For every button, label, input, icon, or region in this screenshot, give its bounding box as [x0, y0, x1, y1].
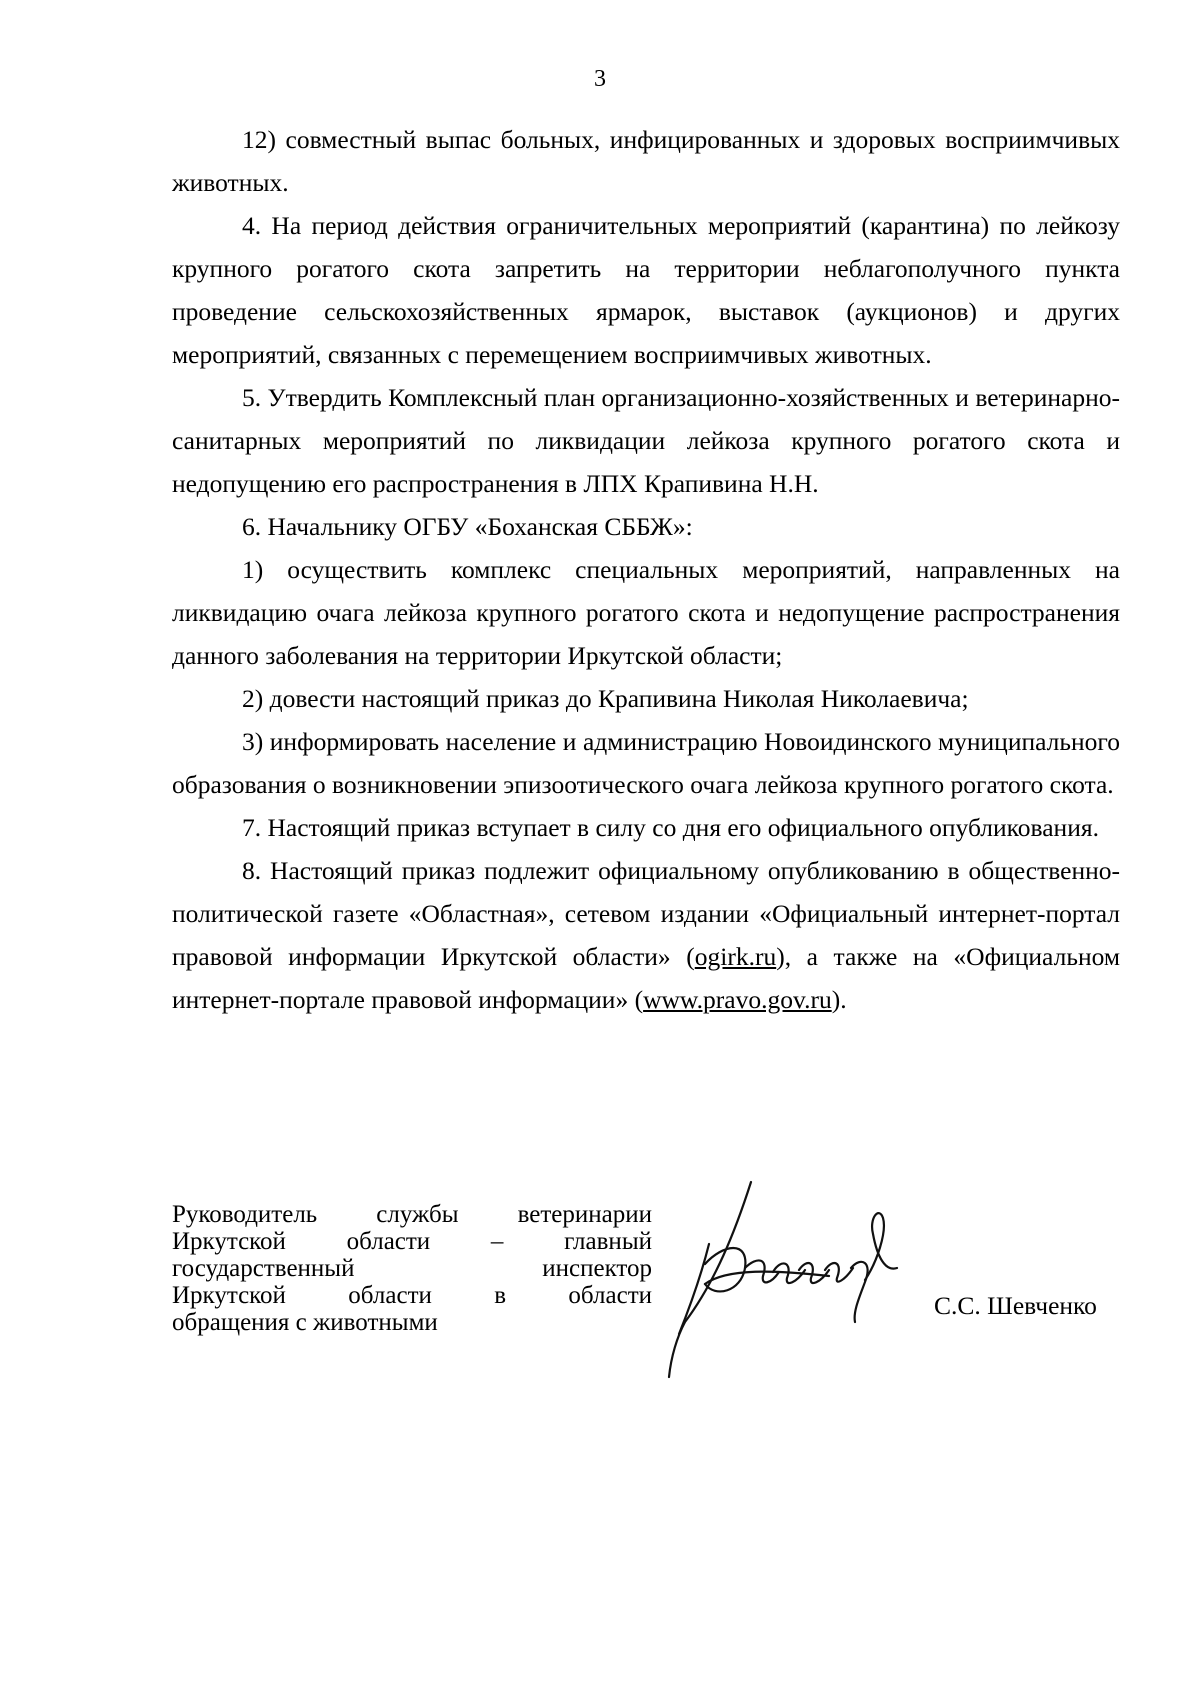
- signer-title-line: Иркутской области – главный: [172, 1228, 652, 1255]
- item-8-text-middle: ), а также на «Официальном интернет-портале правовой информации» (: [172, 942, 1120, 1014]
- signer-title-line: Иркутской области в области: [172, 1282, 652, 1309]
- document-body: [172, 118, 1120, 1021]
- signer-title-line: государственный инспектор: [172, 1255, 652, 1282]
- pravo-gov-link[interactable]: www.pravo.gov.ru: [643, 985, 832, 1014]
- ogirk-link[interactable]: ogirk.ru: [694, 942, 777, 971]
- signer-title-line: Руководитель службы ветеринарии: [172, 1201, 652, 1228]
- paragraph-item-8: [172, 849, 1120, 1021]
- page-number: 3: [594, 66, 606, 92]
- item-8-text-start: 8. Настоящий приказ подлежит официальному опубликованию в общественно-политической газете «Областная», сетевом издании «Официальный интернет-портал правовой информации Иркутской области» (: [172, 856, 1120, 971]
- paragraph-item-7: 7. Настоящий приказ вступает в силу со дня его официального опубликования.: [242, 813, 1099, 842]
- signer-name: С.С. Шевченко: [934, 1291, 1097, 1320]
- paragraph-item-12: 12) совместный выпас больных, инфицированных и здоровых восприимчивых животных.: [172, 125, 1120, 197]
- paragraph-item-6: 6. Начальнику ОГБУ «Боханская СББЖ»:: [242, 512, 693, 541]
- signer-title-line: обращения с животными: [172, 1309, 438, 1336]
- paragraph-item-4: 4. На период действия ограничительных мероприятий (карантина) по лейкозу крупного рогатого скота запретить на территории неблагополучного пункта проведение сельскохозяйственных ярмарок, выставок (аукционов) и других мероприятий, связанных с перемещением восприимчивых животных.: [172, 211, 1120, 369]
- item-8-text-end: ).: [831, 985, 847, 1014]
- paragraph-item-6-1: 1) осуществить комплекс специальных мероприятий, направленных на ликвидацию очага лейкоза крупного рогатого скота и недопущение распространения данного заболевания на территории Иркутской области;: [172, 555, 1120, 670]
- signer-title: [172, 1201, 652, 1336]
- paragraph-item-6-2: 2) довести настоящий приказ до Крапивина Николая Николаевича;: [242, 684, 969, 713]
- paragraph-item-5: 5. Утвердить Комплексный план организационно-хозяйственных и ветеринарно-санитарных мероприятий по ликвидации лейкоза крупного рогатого скота и недопущению его распространения в ЛПХ Крапивина Н.Н.: [172, 383, 1120, 498]
- handwritten-signature: [665, 1172, 945, 1384]
- paragraph-item-6-3: 3) информировать население и администрацию Новоидинского муниципального образования о возникновении эпизоотического очага лейкоза крупного рогатого скота.: [172, 727, 1120, 799]
